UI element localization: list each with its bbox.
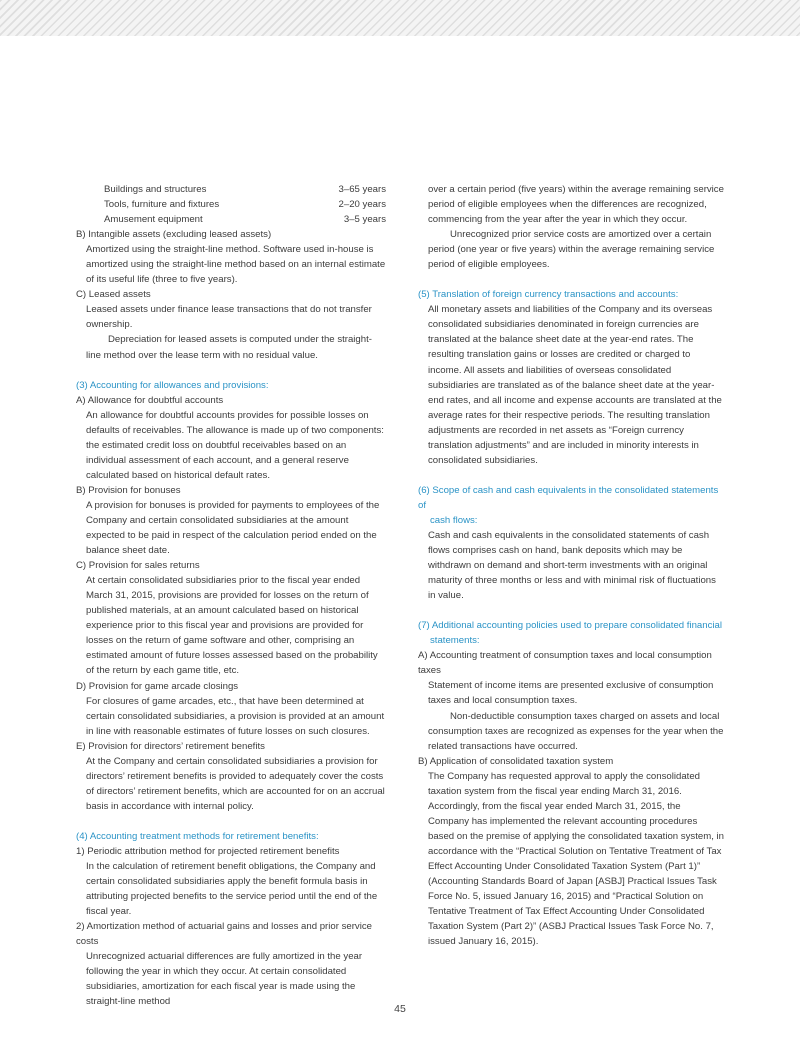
section-4-heading: (4) Accounting treatment methods for retirement benefits:	[76, 830, 319, 842]
amortization-method-text: Unrecognized actuarial differences are fully amortized in the year following the year in which they occur. At certain consolidated subsidiaries, amortization for each fiscal year is made using the straight-line method	[86, 951, 363, 1008]
sales-returns-text: At certain consolidated subsidiaries prior to the fiscal year ended March 31, 2015, provisions are provided for losses on the return of published materials, at an amount calculated based on historical experience prior to this fiscal year and provisions are provided for losses on the return of game software and other, comprising an estimated amount of future losses assessed based on the probability of the return by each game title, etc.	[86, 575, 378, 677]
doubtful-accounts-title: A) Allowance for doubtful accounts	[76, 394, 224, 406]
bonuses-title: B) Provision for bonuses	[76, 484, 181, 496]
left-column	[76, 182, 386, 1009]
section-7-heading	[418, 618, 724, 648]
intangible-assets-text: Amortized using the straight-line method. Software used in-house is amortized using the straight-line method based on an internal estimate of its useful life (three to five years).	[86, 244, 386, 286]
useful-life-label: Buildings and structures	[104, 184, 207, 195]
foreign-currency-text: All monetary assets and liabilities of the Company and its overseas consolidated subsidiaries denominated in foreign currencies are translated at the balance sheet date at the year-end rates. The resulting translation gains or losses are credited or charged to income. All assets and liabilities of overseas consolidated subsidiaries are translated as of the balance sheet date at the year-end rates, and all income and expense accounts are translated at the average rates for their respective periods. The resulting translation adjustments are recorded in net assets as “Foreign currency translation adjustments” and are included in minority interests in consolidated subsidiaries.	[428, 304, 722, 466]
non-deductible-taxes-text: Non-deductible consumption taxes charged on assets and local consumption taxes are recognized as expenses for the year when the related transactions have occurred.	[428, 710, 724, 752]
right-column	[418, 182, 724, 949]
useful-life-value: 3–5 years	[343, 214, 386, 226]
section-7-heading-line-2: statements:	[430, 635, 480, 647]
useful-life-label: Amusement equipment	[104, 214, 203, 226]
consolidated-taxation-text: The Company has requested approval to apply the consolidated taxation system from the fiscal year ending March 31, 2016. Accordingly, from the fiscal year ended March 31, 2015, the Company has implemented the relevant accounting procedures based on the premise of applying the consolidated taxation system, in accordance with the “Practical Solution on Tentative Treatment of Tax Effect Accounting Under Consolidated Taxation System (Part 1)” (Accounting Standards Board of Japan [ASBJ] Practical Issues Task Force No. 5, issued January 16, 2015) and “Practical Solution on Tentative Treatment of Tax Effect Accounting Under Consolidated Taxation System (Part 2)” (ASBJ Practical Issues Task Force No. 7, issued January 16, 2015).	[428, 770, 724, 948]
leased-assets-title: C) Leased assets	[76, 289, 151, 301]
periodic-attribution-title: 1) Periodic attribution method for projected retirement benefits	[76, 845, 340, 857]
sales-returns-title: C) Provision for sales returns	[76, 560, 200, 572]
leased-assets-text: Leased assets under finance lease transactions that do not transfer ownership.	[86, 304, 372, 331]
prior-service-costs-text: Unrecognized prior service costs are amortized over a certain period (one year or five years) within the average remaining service period of eligible employees.	[428, 229, 715, 271]
directors-retirement-text: At the Company and certain consolidated subsidiaries a provision for directors’ retirement benefits is provided to adequately cover the costs of directors’ retirement benefits, which are accounted for on an accrual basis in accordance with internal policy.	[86, 755, 385, 812]
useful-life-row-tools	[76, 197, 386, 212]
directors-retirement-title: E) Provision for directors’ retirement benefits	[76, 740, 265, 752]
doubtful-accounts-text: An allowance for doubtful accounts provides for possible losses on defaults of receivables. The allowance is made up of two components: the estimated credit loss on doubtful receivables based on an individual assessment of each account, and a general reserve calculated based on historical default rates.	[86, 409, 384, 481]
arcade-closings-text: For closures of game arcades, etc., that have been determined at certain consolidated subsidiaries, a provision is provided at an amount in line with reasonable estimates of future losses on such closures.	[86, 695, 385, 737]
page-number: 45	[394, 1003, 406, 1015]
useful-life-label: Tools, furniture and fixtures	[104, 199, 220, 211]
section-6-heading	[418, 483, 724, 528]
amortization-continued-text: over a certain period (five years) within the average remaining service period of eligible employees when the differences are recognized, commencing from the year after the year in which they occur.	[428, 184, 724, 226]
amortization-method-title: 2) Amortization method of actuarial gains and losses and prior service costs	[76, 921, 372, 948]
section-7-heading-line-1: (7) Additional accounting policies used to prepare consolidated financial	[418, 620, 722, 632]
leased-assets-depreciation-text: Depreciation for leased assets is computed under the straight-line method over the lease term with no residual value.	[86, 334, 372, 361]
section-6-heading-line-1: (6) Scope of cash and cash equivalents in the consolidated statements of	[418, 484, 719, 511]
intangible-assets-title: B) Intangible assets (excluding leased assets)	[76, 229, 272, 241]
section-3-heading: (3) Accounting for allowances and provisions:	[76, 379, 269, 391]
useful-life-row-buildings	[76, 182, 386, 197]
useful-life-value: 2–20 years	[338, 199, 386, 211]
section-5-heading: (5) Translation of foreign currency transactions and accounts:	[418, 289, 679, 301]
useful-life-value: 3–65 years	[338, 184, 386, 195]
consumption-taxes-title: A) Accounting treatment of consumption taxes and local consumption taxes	[418, 650, 712, 677]
arcade-closings-title: D) Provision for game arcade closings	[76, 680, 239, 692]
useful-life-row-amusement	[76, 212, 386, 227]
periodic-attribution-text: In the calculation of retirement benefit obligations, the Company and certain consolidated subsidiaries apply the benefit formula basis in attributing projected benefits to the service period until the end of the fiscal year.	[86, 861, 378, 918]
header-stripe-band	[0, 0, 800, 36]
bonuses-text: A provision for bonuses is provided for payments to employees of the Company and certain consolidated subsidiaries at the amount expected to be paid in respect of the calculation period ended on the balance sheet date.	[86, 499, 380, 557]
cash-equivalents-text: Cash and cash equivalents in the consolidated statements of cash flows comprises cash on hand, bank deposits which may be withdrawn on demand and short-term investments with an original maturity of three months or less and with minimal risk of fluctuations in value.	[428, 529, 716, 602]
consolidated-taxation-title: B) Application of consolidated taxation system	[418, 755, 614, 767]
consumption-taxes-text: Statement of income items are presented exclusive of consumption taxes and local consumption taxes.	[428, 680, 714, 707]
section-6-heading-line-2: cash flows:	[430, 514, 478, 526]
